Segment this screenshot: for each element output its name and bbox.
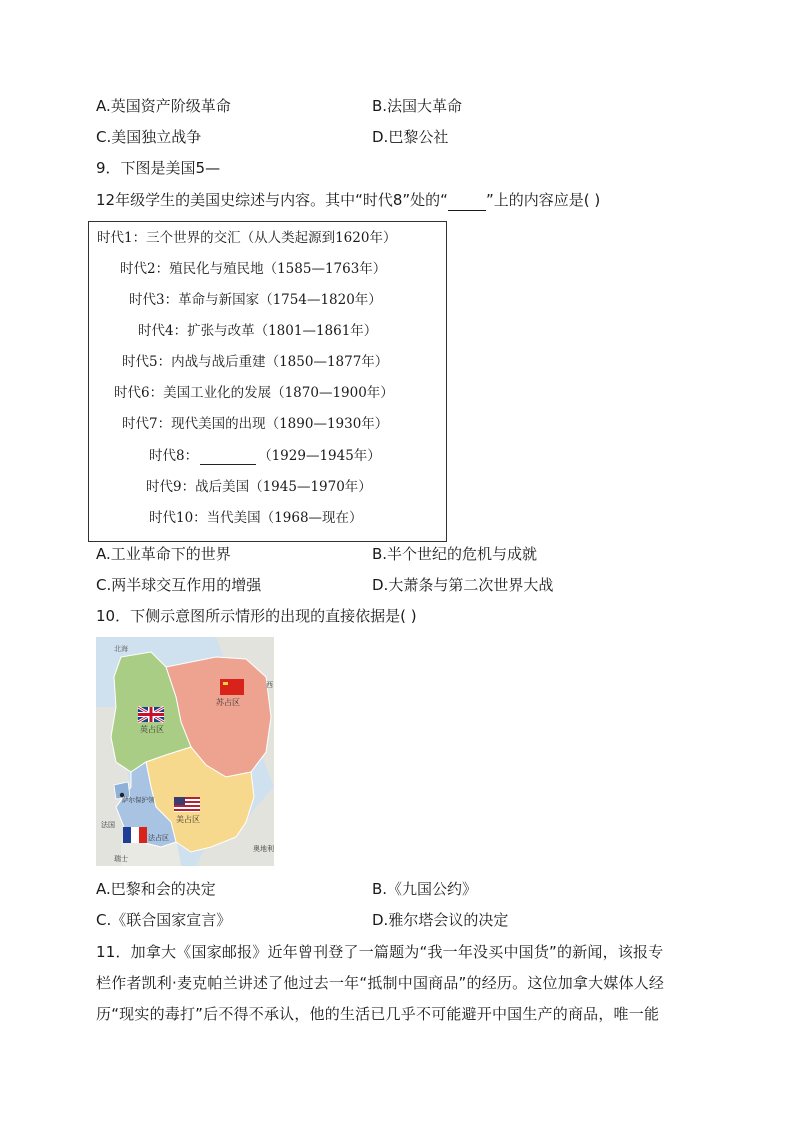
label-swiss: 瑞士 — [114, 855, 128, 863]
france-flag-icon — [123, 827, 147, 843]
era-8-label: 时代8： — [149, 448, 199, 464]
label-saar: 萨尔保护领 — [122, 796, 155, 804]
q8-option-b: B.法国大革命 — [372, 97, 463, 115]
q8-options-row-2 — [96, 127, 696, 147]
q9-options-row-1 — [96, 544, 696, 564]
q9-stem-line-1: 9．下图是美国5— — [96, 159, 221, 177]
label-french-zone: 法占区 — [148, 834, 169, 842]
era-8-blank — [200, 450, 256, 465]
q8-option-a: A.英国资产阶级革命 — [96, 97, 231, 115]
q9-stem-post: ”上的内容应是( ) — [485, 191, 601, 209]
label-british-zone: 英占区 — [140, 725, 164, 734]
q10-options-row-1 — [96, 879, 696, 899]
q9-option-a: A.工业革命下的世界 — [96, 545, 231, 563]
label-austria: 奥地利 — [253, 845, 274, 853]
q9-option-b: B.半个世纪的危机与成就 — [372, 545, 538, 563]
q10-option-b: B.《九国公约》 — [372, 880, 478, 898]
label-north-sea: 北海 — [114, 645, 128, 653]
label-france: 法国 — [101, 821, 115, 829]
era-1: 时代1：三个世界的交汇（从人类起源到1620年） — [97, 230, 397, 246]
q9-stem-line-2 — [96, 190, 600, 211]
era-4: 时代4：扩张与改革（1801—1861年） — [138, 323, 378, 339]
q11-line-1: 11．加拿大《国家邮报》近年曾刊登了一篇题为“我一年没买中国货”的新闻，该报专 — [96, 943, 664, 961]
q9-option-d: D.大萧条与第二次世界大战 — [372, 576, 554, 594]
q10-stem: 10．下侧示意图所示情形的出现的直接依据是( ) — [96, 607, 417, 625]
era-8 — [149, 447, 381, 465]
era-outline-box — [88, 221, 447, 542]
era-3: 时代3：革命与新国家（1754—1820年） — [129, 292, 382, 308]
q10-option-c: C.《联合国家宣言》 — [96, 911, 232, 929]
era-10: 时代10：当代美国（1968—现在） — [149, 510, 363, 526]
era-5: 时代5：内战与战后重建（1850—1877年） — [122, 354, 389, 370]
label-american-zone: 美占区 — [176, 815, 200, 824]
q11-line-2: 栏作者凯利·麦克帕兰讲述了他过去一年“抵制中国商品”的经历。这位加拿大媒体人经 — [96, 974, 665, 992]
era-8-years: （1929—1945年） — [258, 448, 381, 464]
era-7: 时代7：现代美国的出现（1890—1930年） — [122, 416, 389, 432]
q11-line-3: 历“现实的毒打”后不得不承认，他的生活已几乎不可能避开中国生产的商品，唯一能 — [96, 1005, 660, 1023]
q8-options-row-1 — [96, 96, 696, 116]
q9-stem-blank — [448, 190, 486, 211]
q9-stem-pre: 12年级学生的美国史综述与内容。其中“时代8”处的“ — [96, 191, 448, 209]
q10-options-row-2 — [96, 910, 696, 930]
q8-option-c: C.美国独立战争 — [96, 128, 202, 146]
q8-option-d: D.巴黎公社 — [372, 128, 449, 146]
q9-option-c: C.两半球交互作用的增强 — [96, 576, 262, 594]
uk-flag-icon — [138, 707, 164, 722]
germany-occupation-zones-map — [96, 637, 274, 866]
q10-option-a: A.巴黎和会的决定 — [96, 880, 216, 898]
era-9: 时代9：战后美国（1945—1970年） — [146, 479, 372, 495]
q9-options-row-2 — [96, 575, 696, 595]
q10-option-d: D.雅尔塔会议的决定 — [372, 911, 509, 929]
label-soviet-zone: 苏占区 — [216, 698, 240, 707]
era-6: 时代6：美国工业化的发展（1870—1900年） — [114, 385, 394, 401]
label-west: 西 — [266, 681, 273, 689]
era-2: 时代2：殖民化与殖民地（1585—1763年） — [120, 261, 387, 277]
us-flag-icon — [174, 797, 200, 812]
soviet-flag-icon — [220, 679, 244, 695]
